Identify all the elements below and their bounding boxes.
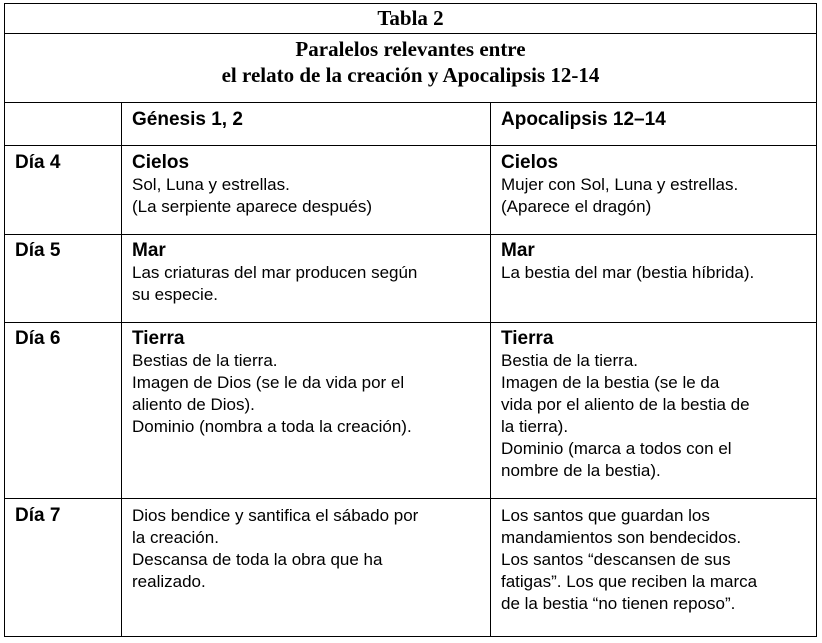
- cell-line: (Aparece el dragón): [501, 197, 652, 216]
- cell-line: aliento de Dios).: [132, 395, 255, 414]
- cell-line: Bestia de la tierra.: [501, 351, 639, 370]
- cell-line: Dominio (nombra a toda la creación).: [132, 417, 412, 436]
- table-rule: [5, 145, 816, 146]
- table-rule: [5, 234, 816, 235]
- cell-heading: Mar: [132, 240, 166, 261]
- cell-line: Dominio (marca a todos con el: [501, 439, 732, 458]
- cell-line: Imagen de la bestia (se le da: [501, 373, 720, 392]
- day-label: Día 4: [15, 152, 61, 173]
- cell-line: la tierra).: [501, 417, 569, 436]
- table-rule: [121, 102, 122, 636]
- cell-heading: Tierra: [501, 328, 554, 349]
- cell-line: realizado.: [132, 572, 206, 591]
- cell-line: (La serpiente aparece después): [132, 197, 373, 216]
- genesis-cell: [132, 505, 484, 593]
- table-rule: [5, 498, 816, 499]
- cell-line: Los santos “descansen de sus: [501, 550, 731, 569]
- apocalipsis-cell: [501, 328, 813, 482]
- cell-heading: Cielos: [132, 152, 190, 173]
- genesis-cell: [132, 240, 484, 306]
- cell-line: Bestias de la tierra.: [132, 351, 278, 370]
- genesis-cell: [132, 152, 484, 218]
- cell-line: Imagen de Dios (se le da vida por el: [132, 373, 405, 392]
- cell-line: nombre de la bestia).: [501, 461, 661, 480]
- cell-line: vida por el aliento de la bestia de: [501, 395, 750, 414]
- cell-line: la creación.: [132, 528, 219, 547]
- genesis-cell: [132, 328, 484, 438]
- cell-heading: Mar: [501, 240, 535, 261]
- cell-line: de la bestia “no tienen reposo”.: [501, 594, 736, 613]
- day-label: Día 5: [15, 240, 61, 261]
- day-label: Día 6: [15, 328, 61, 349]
- header-genesis: Génesis 1, 2: [132, 109, 243, 130]
- cell-line: Sol, Luna y estrellas.: [132, 175, 290, 194]
- cell-line: Las criaturas del mar producen según: [132, 263, 418, 282]
- cell-line: Mujer con Sol, Luna y estrellas.: [501, 175, 739, 194]
- table-rule: [5, 322, 816, 323]
- table-subtitle-line: Paralelos relevantes entre: [295, 37, 526, 61]
- cell-heading: Tierra: [132, 328, 185, 349]
- table-subtitle: [5, 36, 816, 100]
- day-label: Día 7: [15, 505, 61, 526]
- cell-line: mandamientos son bendecidos.: [501, 528, 742, 547]
- apocalipsis-cell: [501, 505, 813, 615]
- cell-line: su especie.: [132, 285, 218, 304]
- cell-line: Dios bendice y santifica el sábado por: [132, 506, 419, 525]
- cell-line: La bestia del mar (bestia híbrida).: [501, 263, 755, 282]
- cell-line: Los santos que guardan los: [501, 506, 710, 525]
- table-subtitle-line: el relato de la creación y Apocalipsis 12-14: [221, 63, 600, 87]
- table-number-title: Tabla 2: [377, 6, 444, 30]
- table-rule: [5, 102, 816, 103]
- cell-line: Descansa de toda la obra que ha: [132, 550, 383, 569]
- apocalipsis-cell: [501, 152, 813, 218]
- apocalipsis-cell: [501, 240, 813, 284]
- header-apocalipsis: Apocalipsis 12–14: [501, 109, 666, 130]
- comparison-table: [4, 3, 817, 637]
- cell-heading: Cielos: [501, 152, 559, 173]
- table-rule: [490, 102, 491, 636]
- cell-line: fatigas”. Los que reciben la marca: [501, 572, 758, 591]
- table-rule: [5, 33, 816, 34]
